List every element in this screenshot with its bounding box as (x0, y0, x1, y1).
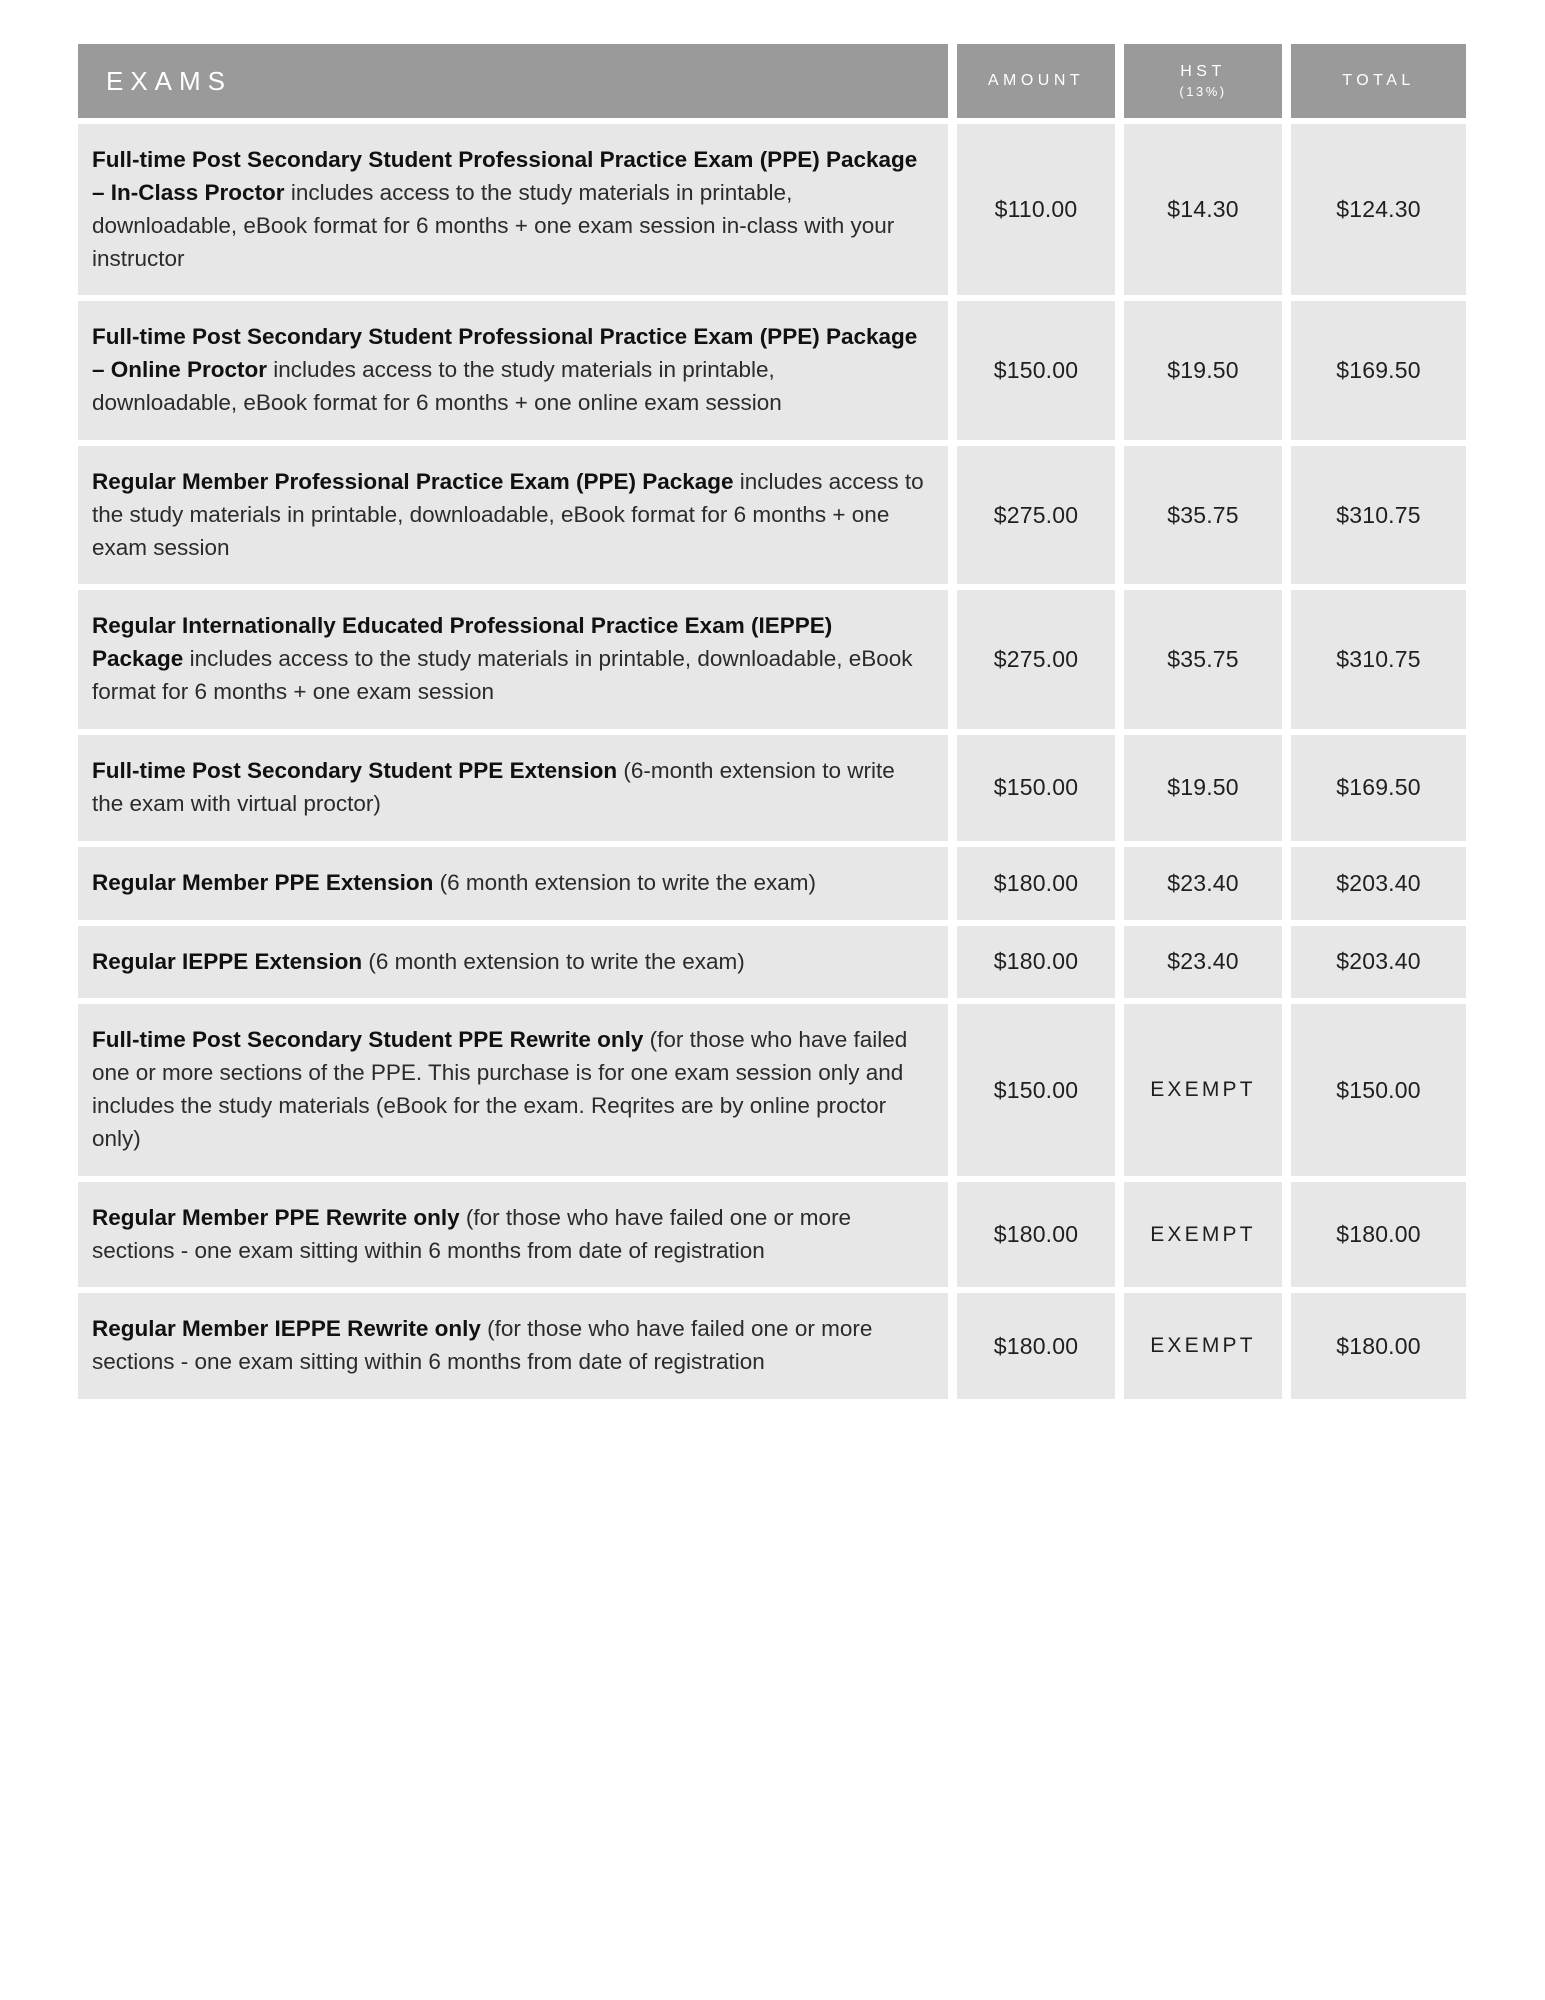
fee-description-cell (78, 1293, 948, 1399)
fee-total-cell: $310.75 (1291, 590, 1466, 729)
fee-amount-cell: $150.00 (957, 735, 1115, 841)
fee-amount-cell: $180.00 (957, 1293, 1115, 1399)
fee-details: includes access to the study materials in printable, downloadable, eBook format for 6 months + one exam session (92, 646, 913, 705)
fee-amount-cell: $275.00 (957, 590, 1115, 729)
fee-hst-cell: $23.40 (1124, 847, 1282, 920)
fee-name: Full-time Post Secondary Student Professional Practice Exam (PPE) Package – In-Class Proctor (92, 147, 918, 205)
column-header-hst (1124, 44, 1282, 118)
fee-hst-cell: EXEMPT (1124, 1004, 1282, 1175)
table-row (78, 926, 1466, 999)
fee-amount-cell: $180.00 (957, 1182, 1115, 1288)
fee-total-cell: $203.40 (1291, 926, 1466, 999)
fee-description-cell (78, 1182, 948, 1288)
fee-details: (for those who have failed one or more sections - one exam sitting within 6 months from date of registration (92, 1316, 873, 1375)
fee-total-cell: $180.00 (1291, 1182, 1466, 1288)
fee-details: includes access to the study materials in printable, downloadable, eBook format for 6 months + one online exam session (92, 357, 782, 416)
fee-name: Full-time Post Secondary Student Professional Practice Exam (PPE) Package – Online Proctor (92, 324, 918, 383)
table-row (78, 1293, 1466, 1399)
table-row (78, 590, 1466, 729)
fee-hst-cell: EXEMPT (1124, 1182, 1282, 1288)
fee-amount-cell: $275.00 (957, 446, 1115, 585)
fee-hst-cell: $19.50 (1124, 301, 1282, 440)
column-header-total: TOTAL (1291, 44, 1466, 118)
fee-amount-cell: $110.00 (957, 124, 1115, 295)
table-header (78, 44, 1466, 118)
column-header-exams: EXAMS (78, 44, 948, 118)
fee-description-cell (78, 847, 948, 920)
fee-name: Regular Member IEPPE Rewrite only (92, 1316, 481, 1342)
fee-description-cell (78, 301, 948, 440)
fee-description-cell (78, 1004, 948, 1175)
fee-name: Regular IEPPE Extension (92, 948, 363, 974)
table-row (78, 1004, 1466, 1175)
table-row (78, 847, 1466, 920)
fee-hst-cell: $35.75 (1124, 590, 1282, 729)
fee-total-cell: $124.30 (1291, 124, 1466, 295)
fee-description-cell (78, 446, 948, 585)
table-row (78, 735, 1466, 841)
fee-details: includes access to the study materials in printable, downloadable, eBook format for 6 months + one exam session (92, 468, 924, 560)
fee-details: (6 month extension to write the exam) (433, 869, 817, 895)
fee-total-cell: $180.00 (1291, 1293, 1466, 1399)
fee-hst-cell: $19.50 (1124, 735, 1282, 841)
fee-total-cell: $310.75 (1291, 446, 1466, 585)
fee-amount-cell: $150.00 (957, 301, 1115, 440)
fee-hst-cell: EXEMPT (1124, 1293, 1282, 1399)
table-row (78, 124, 1466, 295)
fee-amount-cell: $150.00 (957, 1004, 1115, 1175)
table-body (78, 124, 1466, 1399)
fee-description-cell (78, 590, 948, 729)
fee-hst-cell: $14.30 (1124, 124, 1282, 295)
fee-amount-cell: $180.00 (957, 926, 1115, 999)
table-row (78, 1182, 1466, 1288)
fee-total-cell: $150.00 (1291, 1004, 1466, 1175)
fee-hst-cell: $35.75 (1124, 446, 1282, 585)
fee-total-cell: $169.50 (1291, 735, 1466, 841)
fee-amount-cell: $180.00 (957, 847, 1115, 920)
fee-name: Full-time Post Secondary Student PPE Extension (92, 757, 618, 783)
fee-name: Regular Member Professional Practice Exam (PPE) Package (92, 468, 734, 494)
fee-total-cell: $203.40 (1291, 847, 1466, 920)
column-header-hst-label: HST (1180, 62, 1226, 80)
column-header-hst-rate: (13%) (1179, 83, 1227, 99)
fee-description-cell (78, 735, 948, 841)
fee-name: Regular Member PPE Extension (92, 869, 434, 895)
exam-fees-table (69, 38, 1475, 1405)
fee-name: Regular Member PPE Rewrite only (92, 1204, 460, 1230)
fee-description-cell (78, 124, 948, 295)
fee-details: includes access to the study materials in printable, downloadable, eBook format for 6 months + one exam session in-class with your instructor (92, 179, 895, 271)
fee-hst-cell: $23.40 (1124, 926, 1282, 999)
fee-details: (for those who have failed one or more sections of the PPE. This purchase is for one exam session only and includes the study materials (eBook for the exam. Reqrites are by online proctor only) (92, 1027, 908, 1151)
column-header-amount: AMOUNT (957, 44, 1115, 118)
fee-details: (6 month extension to write the exam) (362, 948, 745, 974)
fee-name: Full-time Post Secondary Student PPE Rewrite only (92, 1027, 644, 1053)
fee-details: (6-month extension to write the exam with virtual proctor) (92, 757, 895, 816)
header-row (78, 44, 1466, 118)
fee-description-cell (78, 926, 948, 999)
table-row (78, 446, 1466, 585)
fee-total-cell: $169.50 (1291, 301, 1466, 440)
fee-details: (for those who have failed one or more sections - one exam sitting within 6 months from date of registration (92, 1204, 852, 1263)
fee-name: Regular Internationally Educated Professional Practice Exam (IEPPE) Package (92, 613, 833, 672)
table-row (78, 301, 1466, 440)
